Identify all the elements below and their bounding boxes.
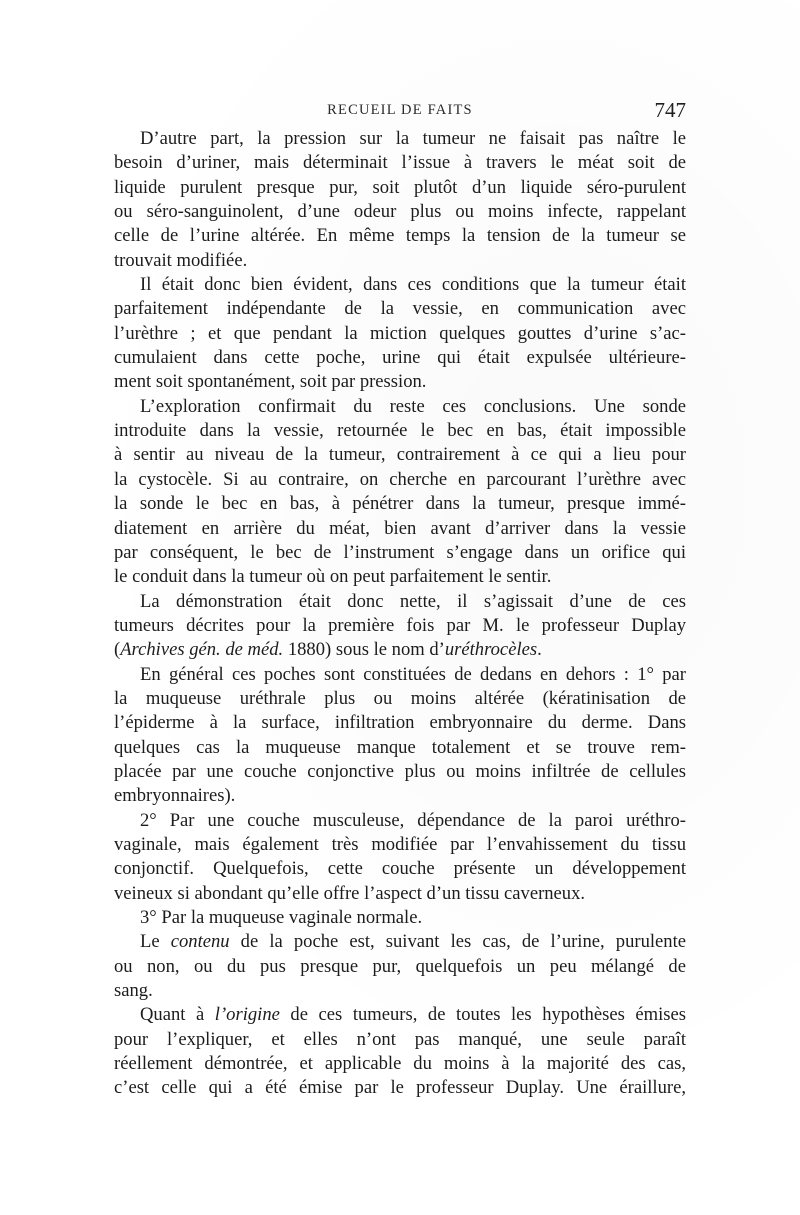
text-segment: Quant à [140, 1004, 215, 1026]
text-line: le conduit dans la tumeur où on peut parfaitement le sentir. [114, 566, 552, 588]
body-text [114, 127, 686, 1101]
text-line: parfaitement indépendante de la vessie, en communication avec [114, 298, 686, 320]
text-line: besoin d’uriner, mais déterminait l’issue à travers le méat soit de [114, 152, 686, 174]
text-line [114, 930, 686, 954]
text-line: ou séro-sanguinolent, d’une odeur plus ou moins infecte, rappelant [114, 201, 686, 223]
text-line: l’épiderme à la surface, infiltration embryonnaire du derme. Dans [114, 712, 686, 734]
text-line: conjonctif. Quelquefois, cette couche présente un développement [114, 858, 686, 880]
text-line: trouvait modifiée. [114, 249, 248, 271]
text-segment: 1880) sous le nom d’ [283, 639, 445, 661]
text-segment: de la poche est, suivant les cas, de l’urine, purulente [229, 931, 686, 953]
text-line [114, 1003, 686, 1027]
text-line: D’autre part, la pression sur la tumeur ne faisait pas naître le [140, 128, 686, 149]
text-line: 2° Par une couche musculeuse, dépendance de la paroi uréthro- [140, 809, 686, 831]
italic-text: contenu [170, 931, 230, 953]
text-line: la sonde le bec en bas, à pénétrer dans la tumeur, presque immé- [114, 493, 686, 515]
text-line: liquide purulent presque pur, soit plutôt d’un liquide séro-purulent [114, 176, 686, 198]
text-segment: ( [114, 639, 121, 661]
text-line: L’exploration confirmait du reste ces conclusions. Une sonde [140, 395, 686, 417]
text-line: sang. [114, 980, 153, 1002]
text-line: c’est celle qui a été émise par le professeur Duplay. Une éraillure, [114, 1077, 686, 1099]
text-line: Il était donc bien évident, dans ces conditions que la tumeur était [140, 274, 686, 296]
running-head: RECUEIL DE FAITS [327, 102, 473, 118]
text-line: introduite dans la vessie, retournée le bec en bas, était impossible [114, 420, 686, 442]
page-number: 747 [654, 98, 686, 122]
text-segment: Le [140, 931, 171, 953]
text-line: ment soit spontanément, soit par pression. [114, 371, 427, 393]
text-line: l’urèthre ; et que pendant la miction quelques gouttes d’urine s’ac- [114, 322, 686, 344]
text-line [114, 638, 686, 662]
text-line: 3° Par la muqueuse vaginale normale. [140, 907, 423, 928]
text-line: quelques cas la muqueuse manque totalement et se trouve rem- [114, 736, 686, 758]
text-segment: . [537, 639, 542, 661]
page-header [114, 98, 686, 128]
text-line: embryonnaires). [114, 785, 236, 807]
text-line: par conséquent, le bec de l’instrument s’engage dans un orifice qui [114, 541, 686, 563]
text-line: la muqueuse uréthrale plus ou moins altérée (kératinisation de [114, 687, 686, 709]
text-line: celle de l’urine altérée. En même temps la tension de la tumeur se [114, 225, 686, 247]
text-line: à sentir au niveau de la tumeur, contrairement à ce qui a lieu pour [114, 444, 686, 466]
text-line: diatement en arrière du méat, bien avant d’arriver dans la vessie [114, 517, 686, 539]
text-line: placée par une couche conjonctive plus ou moins infiltrée de cellules [114, 760, 686, 782]
italic-text: uréthrocèles [444, 639, 538, 661]
text-line: veineux si abondant qu’elle offre l’aspect d’un tissu caverneux. [114, 882, 586, 904]
text-line: En général ces poches sont constituées de dedans en dehors : 1° par [140, 663, 686, 685]
text-line: vaginale, mais également très modifiée par l’envahissement du tissu [114, 833, 686, 855]
text-line: La démonstration était donc nette, il s’agissait d’une de ces [140, 590, 686, 612]
text-line: réellement démontrée, et applicable du moins à la majorité des cas, [114, 1053, 686, 1075]
italic-text: l’origine [214, 1004, 280, 1026]
text-segment: de ces tumeurs, de toutes les hypothèses émises [279, 1004, 686, 1026]
italic-text: Archives gén. de méd. [120, 639, 284, 661]
text-line: cumulaient dans cette poche, urine qui était expulsée ultérieure- [114, 347, 686, 369]
text-line: tumeurs décrites pour la première fois par M. le professeur Duplay [114, 614, 686, 636]
text-line: ou non, ou du pus presque pur, quelquefois un peu mélangé de [114, 955, 686, 977]
text-line: pour l’expliquer, et elles n’ont pas manqué, une seule paraît [114, 1028, 686, 1050]
text-line: la cystocèle. Si au contraire, on cherche en parcourant l’urèthre avec [114, 468, 686, 490]
